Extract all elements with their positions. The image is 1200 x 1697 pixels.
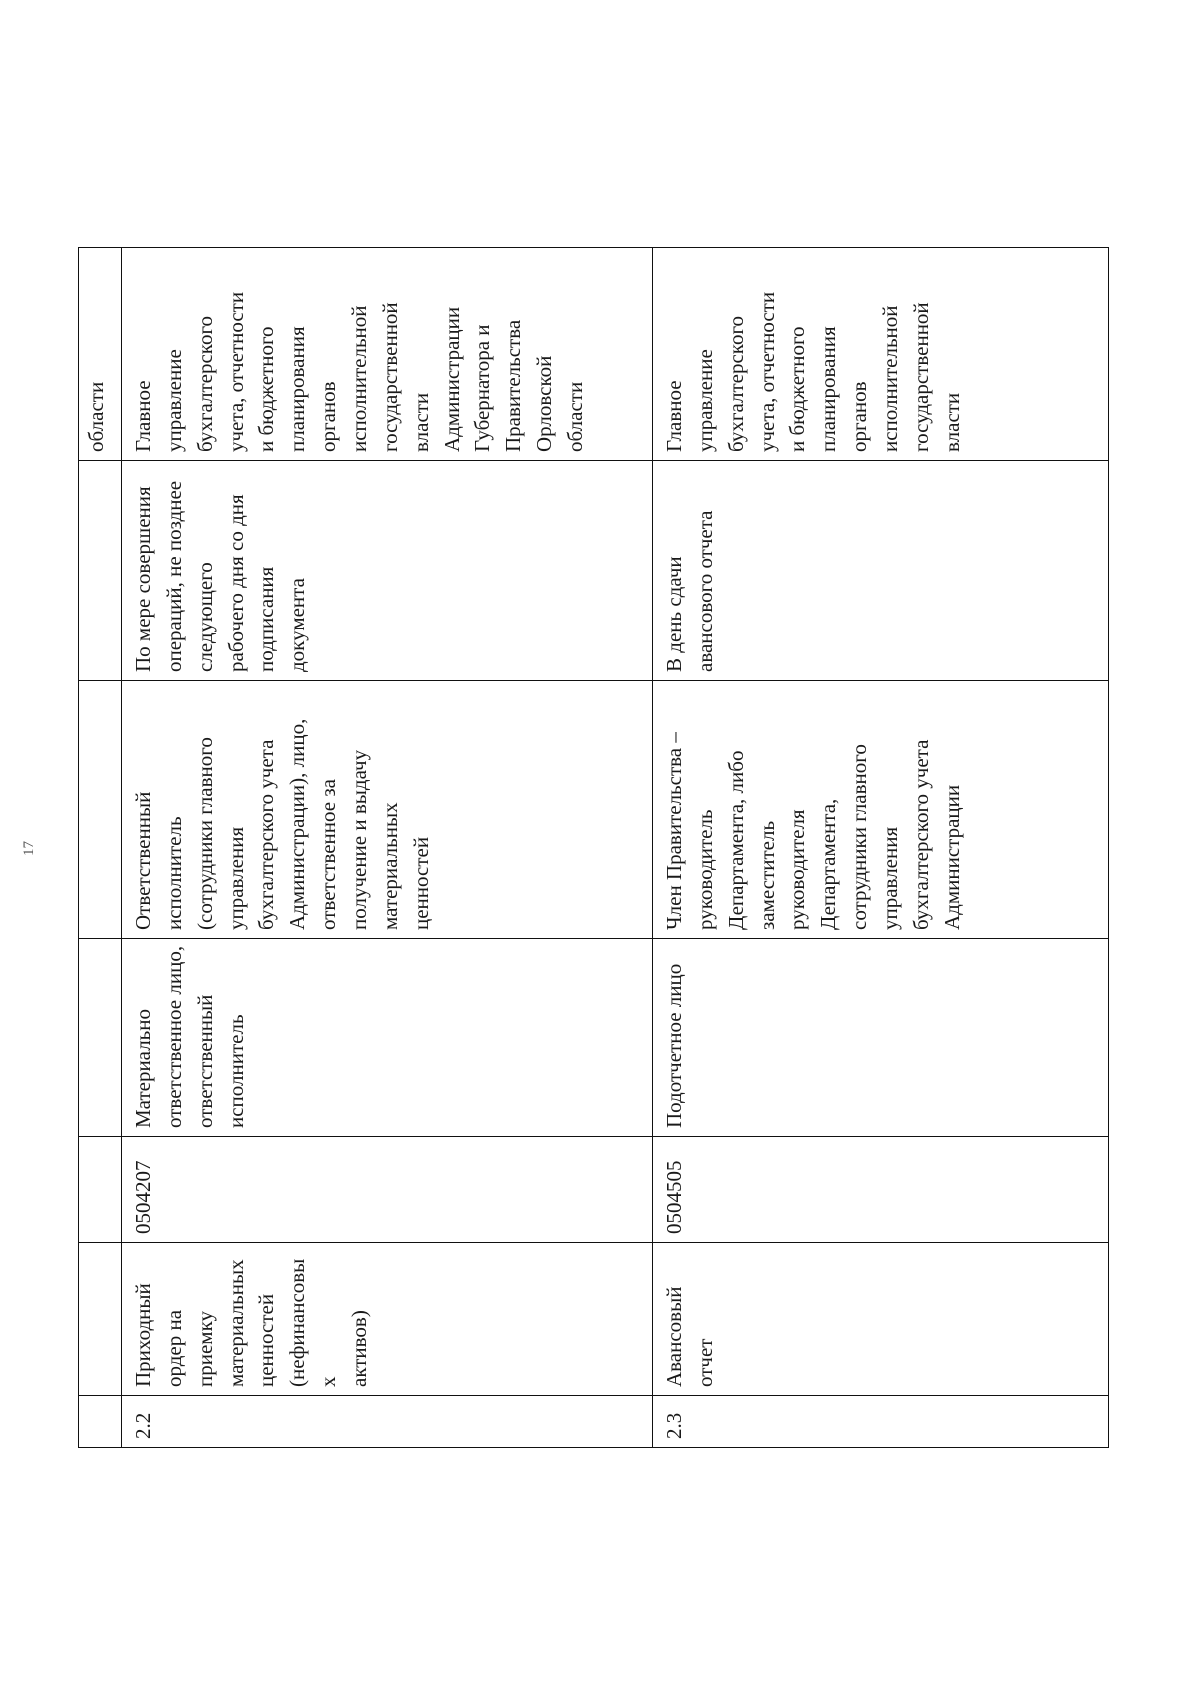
cell-form-code [122, 1137, 653, 1243]
cell-responsible [122, 248, 653, 461]
signer-text: Член Правительства – руководитель Департамента, либо заместитель руководителя Департамента, сотрудники главного управления бухгалтерского учета Администрации [662, 732, 964, 930]
form-code: 0504207 [131, 1160, 155, 1234]
cell-form-code [653, 1137, 1109, 1243]
cell-responsible [653, 248, 1109, 461]
table-row [653, 248, 1109, 1448]
cell-signer [122, 681, 653, 939]
cell-responsible [79, 248, 122, 461]
cell-drafter [122, 939, 653, 1137]
responsible-text: Главное управление бухгалтерского учета, отчетности и бюджетного планирования органов исполнительной государственной власти [662, 291, 964, 452]
cell-deadline [122, 461, 653, 681]
responsible-text: области [84, 381, 108, 452]
cell-signer [653, 681, 1109, 939]
signer-text: Ответственный исполнитель (сотрудники главного управления бухгалтерского учета Администрации), лицо, ответственное за получение и выдачу материальных ценностей [131, 718, 433, 930]
drafter-text: Материально ответственное лицо, ответственный исполнитель [131, 945, 248, 1128]
cell-document [653, 1243, 1109, 1396]
cell-deadline [653, 461, 1109, 681]
responsible-text: Главное управление бухгалтерского учета, отчетности и бюджетного планирования органов исполнительной государственной власти Администрации Губернатора и Правительства Орловской области [131, 291, 588, 452]
deadline-text: В день сдачи авансового отчета [662, 510, 717, 672]
cell-num [79, 1396, 122, 1448]
document-table [78, 247, 1109, 1448]
deadline-text: По мере совершения операций, не позднее следующего рабочего дня со дня подписания документа [131, 480, 310, 672]
page-number: 17 [21, 841, 37, 856]
cell-document [122, 1243, 653, 1396]
cell-drafter [653, 939, 1109, 1137]
drafter-text: Подотчетное лицо [662, 963, 686, 1128]
cell-signer [79, 681, 122, 939]
table-row [122, 248, 653, 1448]
cell-drafter [79, 939, 122, 1137]
row-number: 2.3 [662, 1412, 686, 1439]
cell-form-code [79, 1137, 122, 1243]
table-row-continuation [79, 248, 122, 1448]
cell-num [653, 1396, 1109, 1448]
cell-document [79, 1243, 122, 1396]
cell-deadline [79, 461, 122, 681]
document-name: Авансовый отчет [662, 1286, 717, 1387]
cell-num [122, 1396, 653, 1448]
page-number-holder [21, 841, 37, 856]
document-name: Приходный ордер на приемку материальных ценностей (нефинансовых активов) [131, 1258, 372, 1387]
form-code: 0504505 [662, 1160, 686, 1234]
document-table-rotated [78, 291, 1128, 1448]
row-number: 2.2 [131, 1412, 155, 1439]
